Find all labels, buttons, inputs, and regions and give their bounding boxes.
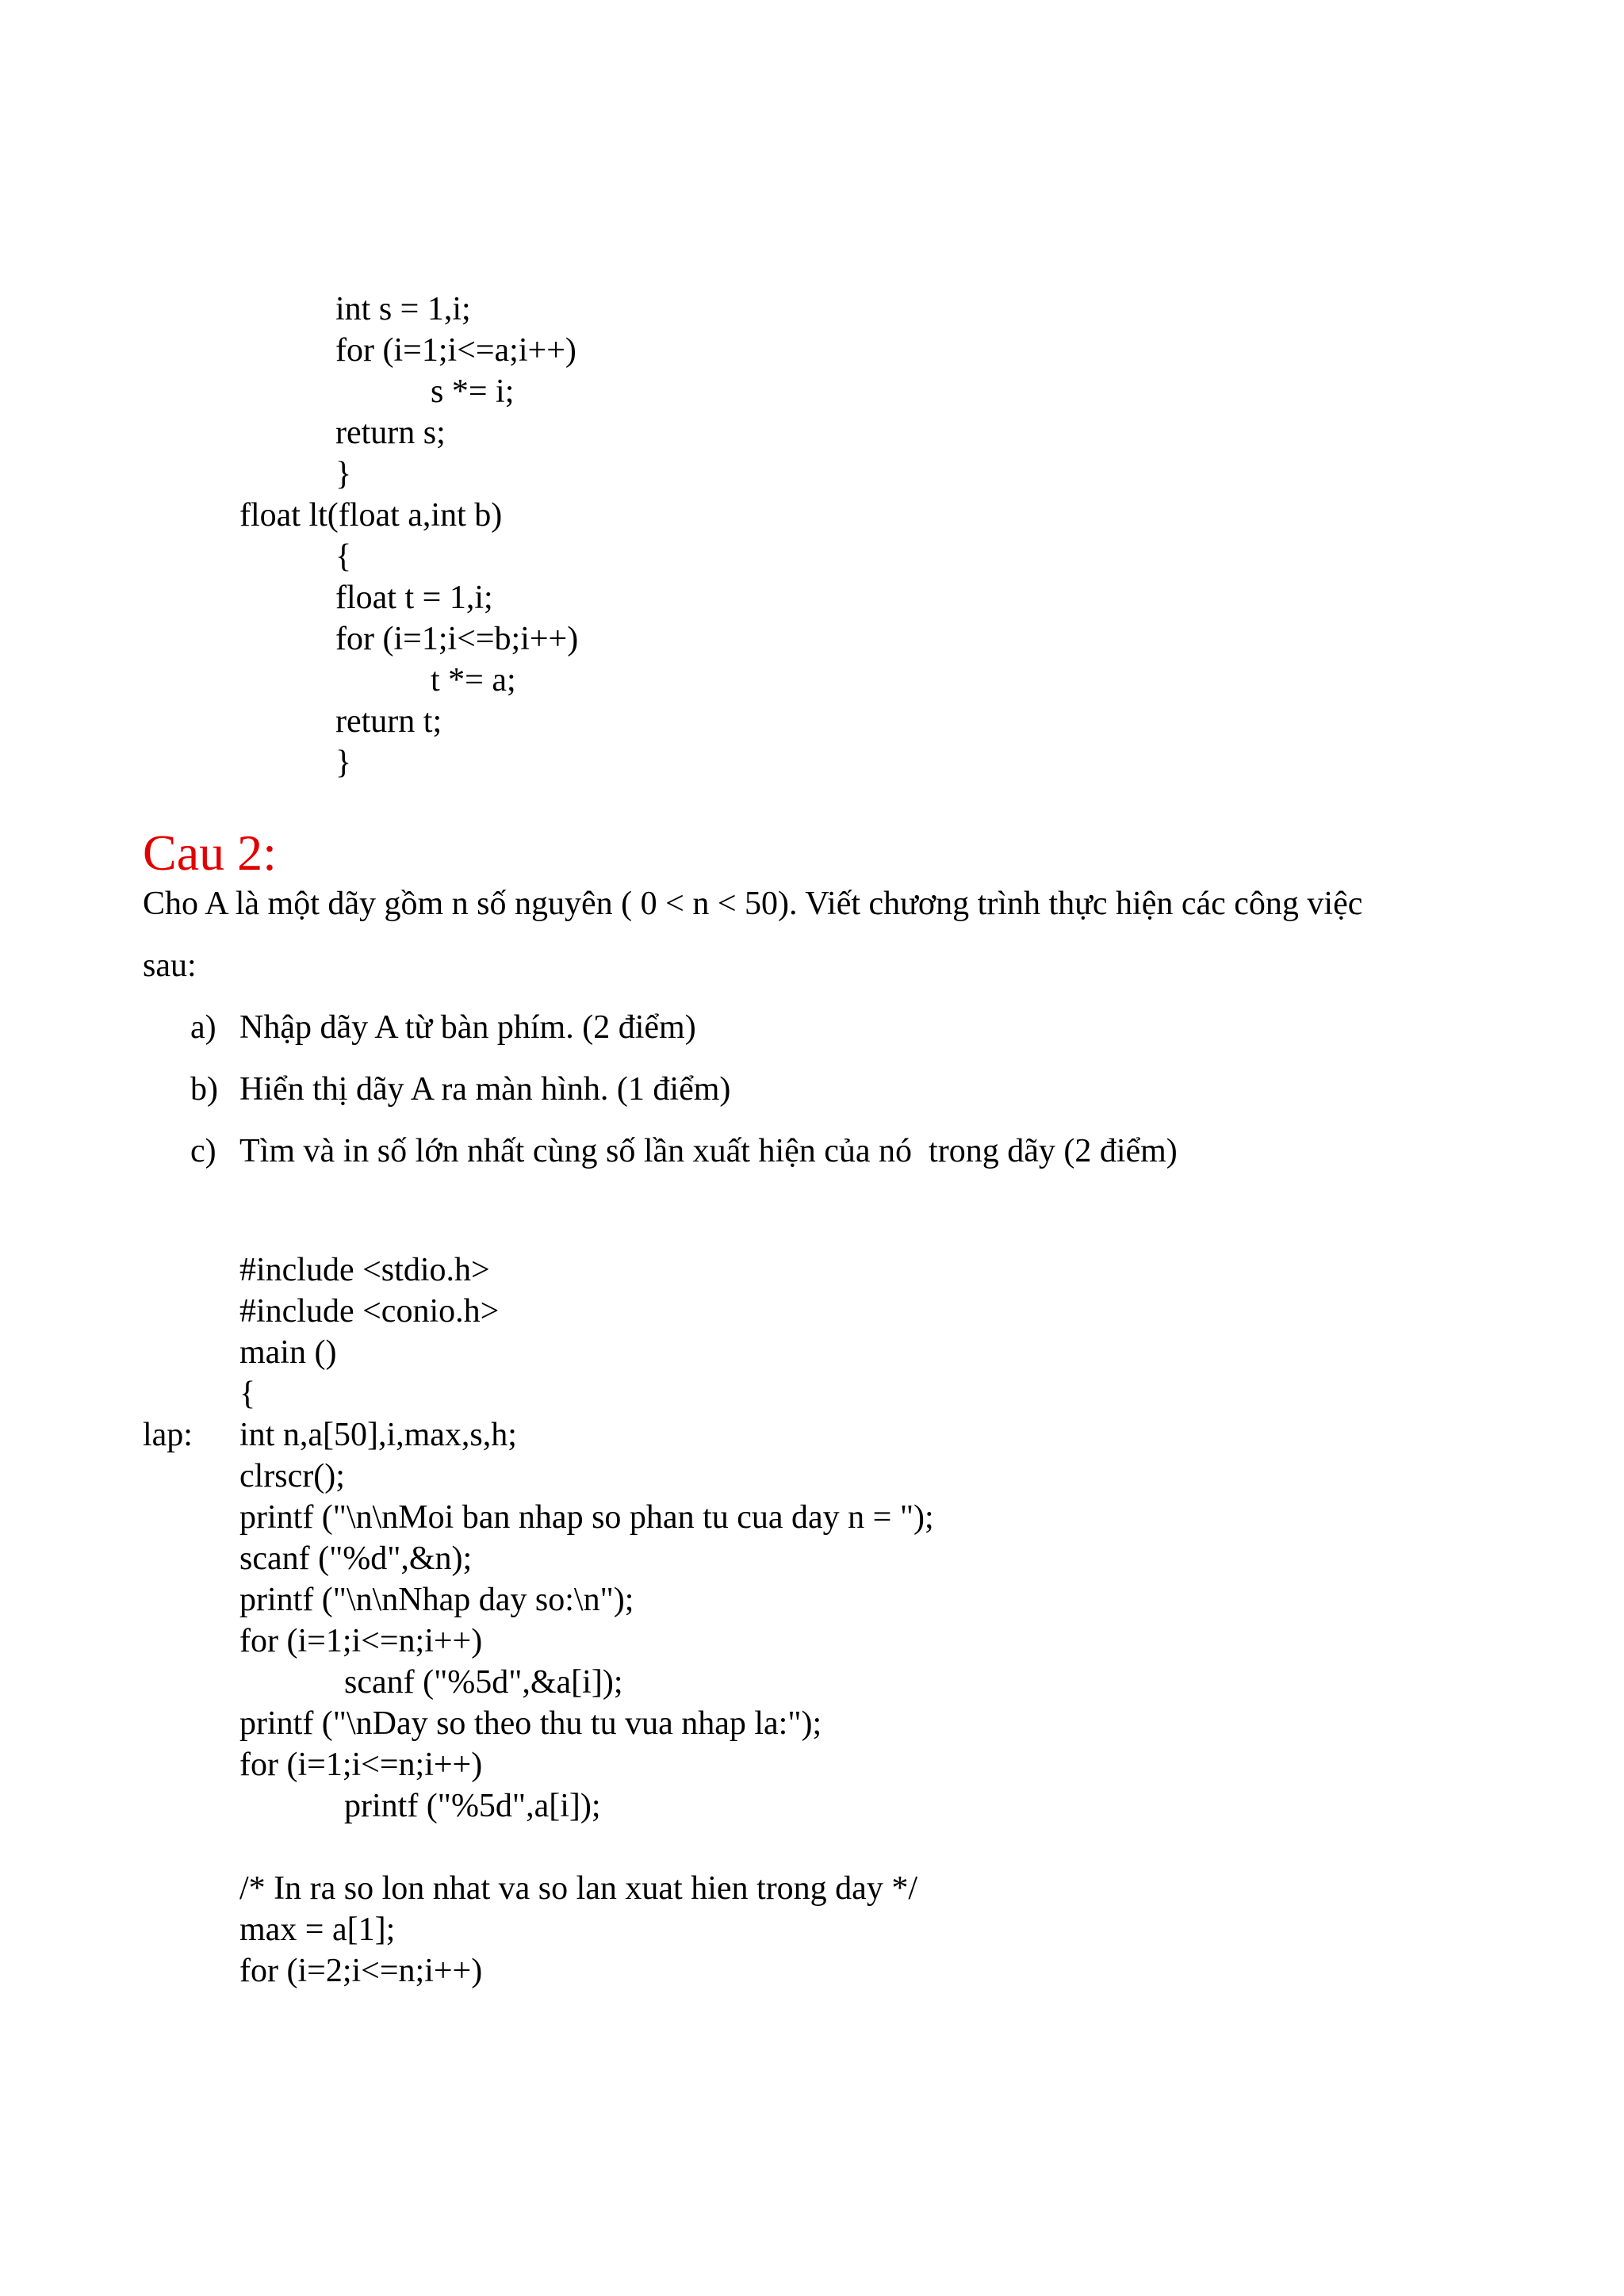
code-line: printf ("\n\nNhap day so:\n"); <box>239 1582 634 1618</box>
list-item-marker: b) <box>190 1071 218 1108</box>
code-line: for (i=2;i<=n;i++) <box>239 1953 483 1989</box>
code-comment: /* In ra so lon nhat va so lan xuat hien trong day */ <box>239 1870 917 1907</box>
list-item-text: Nhập dãy A từ bàn phím. (2 điểm) <box>239 1009 696 1046</box>
code-line: scanf ("%d",&n); <box>239 1540 473 1577</box>
question-intro-line2: sau: <box>143 947 197 984</box>
code-line: printf ("\n\nMoi ban nhap so phan tu cua day n = "); <box>239 1499 934 1536</box>
code-line: float lt(float a,int b) <box>239 497 503 534</box>
list-item-marker: c) <box>190 1133 216 1169</box>
code-line: for (i=1;i<=n;i++) <box>239 1623 483 1659</box>
code-line: #include <stdio.h> <box>239 1252 490 1288</box>
question-intro-line1: Cho A là một dãy gồm n số nguyên ( 0 < n < 50). Viết chương trình thực hiện các công việc <box>143 886 1363 922</box>
code-line: for (i=1;i<=b;i++) <box>335 621 579 657</box>
code-line: printf ("\nDay so theo thu tu vua nhap la:"); <box>239 1705 822 1742</box>
code-line: return t; <box>335 703 442 740</box>
code-line: } <box>335 456 352 492</box>
code-line: max = a[1]; <box>239 1911 396 1948</box>
code-line: { <box>239 1376 256 1412</box>
code-line: #include <conio.h> <box>239 1293 500 1330</box>
code-line: { <box>335 538 352 575</box>
list-item-text: Hiển thị dãy A ra màn hình. (1 điểm) <box>239 1071 731 1108</box>
code-line: int s = 1,i; <box>335 291 471 327</box>
code-line: clrscr(); <box>239 1458 345 1494</box>
list-item-marker: a) <box>190 1009 216 1046</box>
code-line: for (i=1;i<=a;i++) <box>335 332 576 369</box>
code-line: } <box>335 744 352 781</box>
code-line: printf ("%5d",a[i]); <box>344 1788 601 1824</box>
code-line: scanf ("%5d",&a[i]); <box>344 1664 623 1701</box>
code-line: main () <box>239 1334 337 1371</box>
list-item-text: Tìm và in số lớn nhất cùng số lần xuất hiện của nó trong dãy (2 điểm) <box>239 1133 1178 1169</box>
code-line: t *= a; <box>431 662 516 698</box>
code-line: for (i=1;i<=n;i++) <box>239 1747 483 1783</box>
code-line: float t = 1,i; <box>335 580 493 616</box>
code-line: int n,a[50],i,max,s,h; <box>239 1417 517 1453</box>
question-heading: Cau 2: <box>143 825 277 881</box>
code-line: s *= i; <box>431 373 515 410</box>
code-line: return s; <box>335 415 446 451</box>
code-label: lap: <box>143 1417 193 1453</box>
